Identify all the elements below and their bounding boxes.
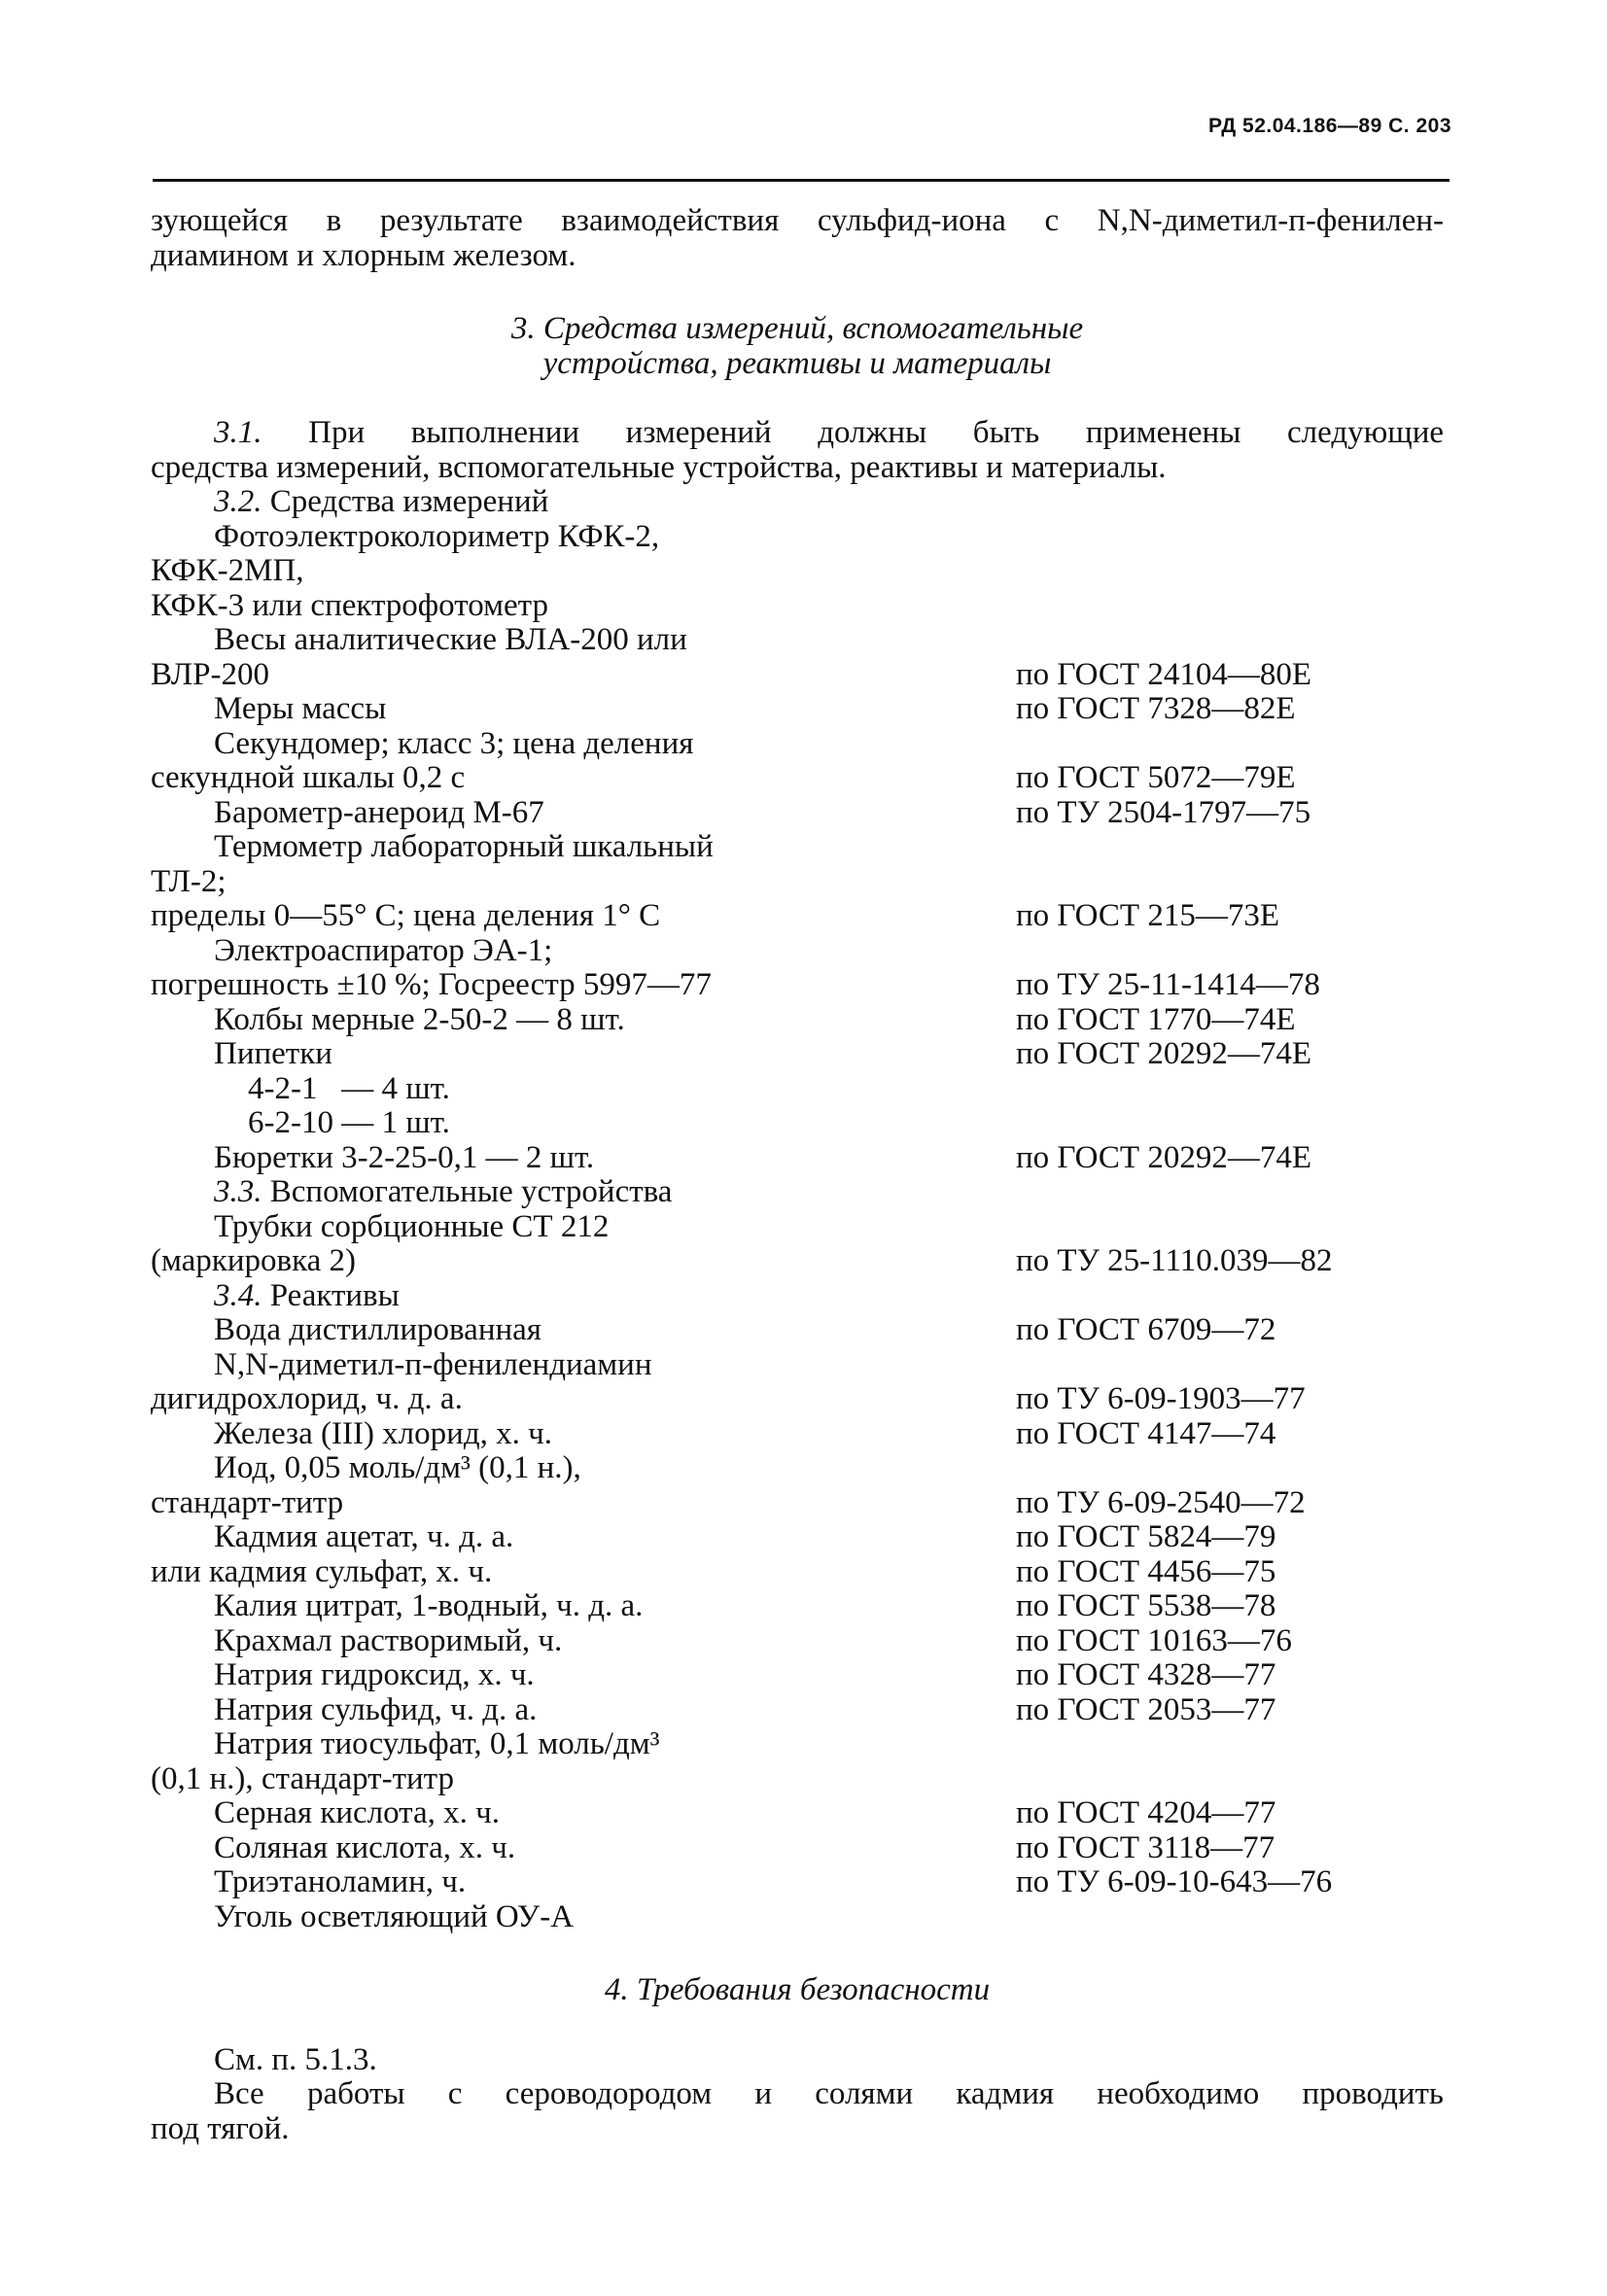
equipment-row — [151, 1072, 1444, 1107]
equipment-item-name — [151, 1658, 1016, 1693]
clause-number: 3.4. — [214, 1277, 262, 1313]
section-4-paragraph-line-2: под тягой. — [151, 2110, 290, 2146]
item-text: Электроаспиратор ЭА-1; — [214, 932, 553, 968]
equipment-item-name — [151, 1520, 1016, 1555]
standard-reference — [1016, 554, 1444, 589]
clause-number: 3.3. — [214, 1174, 262, 1209]
item-text: Триэтаноламин, ч. — [214, 1864, 467, 1899]
equipment-row — [151, 1244, 1444, 1279]
equipment-item-name — [151, 1796, 1016, 1831]
paragraph-3-1-line-1 — [151, 416, 1444, 451]
equipment-item-name — [151, 1486, 1016, 1521]
standard-reference — [1016, 485, 1444, 520]
equipment-item-name — [151, 1417, 1016, 1452]
equipment-item-name — [151, 1831, 1016, 1866]
equipment-row — [151, 554, 1444, 589]
item-text: погрешность ±10 %; Госреестр 5997—77 — [151, 967, 712, 1002]
equipment-row — [151, 658, 1444, 693]
standard-reference: по ТУ 6-09-10-643—76 — [1016, 1864, 1333, 1899]
standard-reference: по ГОСТ 4456—75 — [1016, 1553, 1276, 1589]
item-text: Барометр-анероид М-67 — [214, 794, 544, 830]
equipment-item-name — [151, 1072, 1016, 1107]
equipment-row — [151, 1589, 1444, 1624]
equipment-row — [151, 589, 1444, 624]
equipment-row — [151, 1037, 1444, 1072]
equipment-item-name — [151, 968, 1016, 1003]
standard-reference — [1016, 1451, 1444, 1486]
equipment-item-name — [151, 589, 1016, 624]
item-text: Железа (III) хлорид, х. ч. — [214, 1415, 552, 1451]
standard-reference: по ГОСТ 4204—77 — [1016, 1795, 1276, 1830]
equipment-row — [151, 761, 1444, 796]
equipment-item-name — [151, 1003, 1016, 1038]
standard-reference — [1016, 1348, 1444, 1383]
section-4-paragraph-line-1: Все работы с сероводородом и солями кадмия необходимо проводить — [214, 2076, 1444, 2111]
standard-reference: по ТУ 6-09-2540—72 — [1016, 1484, 1306, 1520]
intro-line-1: зующейся в результате взаимодействия сульфид-иона с N,N-диметил-п-фенилен- — [151, 203, 1444, 238]
standard-reference — [1016, 1072, 1444, 1107]
equipment-row — [151, 1382, 1444, 1417]
item-text: (маркировка 2) — [151, 1243, 356, 1278]
item-text: Соляная кислота, х. ч. — [214, 1829, 516, 1865]
standard-reference — [1016, 865, 1444, 900]
standard-reference: по ГОСТ 20292—74Е — [1016, 1036, 1311, 1071]
item-text: Вспомогательные устройства — [269, 1174, 673, 1209]
standard-reference — [1016, 1279, 1444, 1314]
equipment-item-name — [151, 692, 1016, 727]
equipment-row — [151, 1279, 1444, 1314]
intro-line-2: диамином и хлорным железом. — [151, 237, 576, 273]
standard-reference: по ГОСТ 5824—79 — [1016, 1519, 1276, 1554]
standard-reference: по ГОСТ 4147—74 — [1016, 1415, 1276, 1451]
header-rule — [153, 179, 1450, 182]
equipment-item-name — [151, 1451, 1016, 1486]
equipment-row — [151, 1831, 1444, 1866]
paragraph-3-1-number: 3.1. — [214, 415, 262, 450]
standard-reference: по ГОСТ 2053—77 — [1016, 1691, 1276, 1727]
equipment-row — [151, 692, 1444, 727]
standard-reference: по ГОСТ 3118—77 — [1016, 1829, 1275, 1865]
page-body — [151, 204, 1444, 2146]
equipment-item-name — [151, 554, 1016, 589]
equipment-row — [151, 1106, 1444, 1141]
standard-reference: по ТУ 2504-1797—75 — [1016, 794, 1311, 830]
item-text: 6-2-10 — 1 шт. — [248, 1105, 450, 1140]
equipment-row — [151, 865, 1444, 900]
equipment-item-name — [151, 1348, 1016, 1383]
paragraph-3-1-text: При выполнении измерений должны быть применены следующие — [308, 415, 1445, 450]
standard-reference — [1016, 1106, 1444, 1141]
item-text: пределы 0—55° С; цена деления 1° С — [151, 898, 661, 933]
equipment-item-name — [151, 796, 1016, 831]
standard-reference: по ГОСТ 24104—80Е — [1016, 656, 1311, 692]
equipment-item-name — [151, 865, 1016, 900]
item-text: Колбы мерные 2-50-2 — 8 шт. — [214, 1001, 625, 1037]
item-text: Фотоэлектроколориметр КФК-2, — [214, 518, 660, 554]
item-text: Вода дистиллированная — [214, 1312, 541, 1347]
equipment-row — [151, 1555, 1444, 1590]
equipment-row — [151, 623, 1444, 658]
standard-reference — [1016, 934, 1444, 969]
equipment-row — [151, 1141, 1444, 1176]
equipment-item-name — [151, 1382, 1016, 1417]
item-text: дигидрохлорид, ч. д. а. — [151, 1381, 463, 1416]
standard-reference: по ГОСТ 215—73Е — [1016, 898, 1279, 933]
standard-reference: по ГОСТ 1770—74Е — [1016, 1001, 1296, 1037]
item-text: стандарт-титр — [151, 1484, 344, 1520]
equipment-item-name — [151, 1141, 1016, 1176]
item-text: 4-2-1 — 4 шт. — [248, 1070, 450, 1106]
equipment-row — [151, 520, 1444, 555]
equipment-item-name — [151, 1313, 1016, 1348]
standard-reference — [1016, 520, 1444, 555]
item-text: КФК-3 или спектрофотометр — [151, 587, 548, 623]
item-text: Натрия тиосульфат, 0,1 моль/дм³ — [214, 1726, 660, 1761]
item-text: КФК-2МП, — [151, 553, 304, 588]
equipment-row — [151, 1175, 1444, 1210]
equipment-row — [151, 1693, 1444, 1728]
equipment-item-name — [151, 1037, 1016, 1072]
item-text: N,N-диметил-п-фенилендиамин — [214, 1346, 652, 1382]
equipment-row — [151, 1624, 1444, 1659]
standard-reference: по ГОСТ 4328—77 — [1016, 1657, 1276, 1692]
equipment-item-name — [151, 761, 1016, 796]
equipment-item-name — [151, 727, 1016, 762]
item-text: ВЛР-200 — [151, 656, 269, 692]
equipment-list — [151, 485, 1444, 1934]
item-text: Трубки сорбционные СТ 212 — [214, 1208, 610, 1244]
equipment-row — [151, 1003, 1444, 1038]
section-4-title: 4. Требования безопасности — [604, 1972, 991, 2007]
equipment-item-name — [151, 934, 1016, 969]
equipment-item-name — [151, 1693, 1016, 1728]
section-3-title-line-2: устройства, реактивы и материалы — [542, 345, 1052, 381]
equipment-item-name — [151, 485, 1016, 520]
equipment-item-name — [151, 1244, 1016, 1279]
item-text: Секундомер; класс 3; цена деления — [214, 725, 694, 761]
equipment-item-name — [151, 1555, 1016, 1590]
equipment-item-name — [151, 830, 1016, 865]
item-text: Натрия сульфид, ч. д. а. — [214, 1691, 538, 1727]
equipment-row — [151, 1796, 1444, 1831]
item-text: Меры массы — [214, 691, 387, 726]
standard-reference: по ТУ 6-09-1903—77 — [1016, 1381, 1306, 1416]
clause-number: 3.2. — [214, 484, 262, 519]
item-text: ТЛ-2; — [151, 863, 227, 899]
item-text: Натрия гидроксид, х. ч. — [214, 1657, 535, 1692]
equipment-row — [151, 1417, 1444, 1452]
equipment-row — [151, 899, 1444, 934]
item-text: Кадмия ацетат, ч. д. а. — [214, 1519, 514, 1554]
equipment-item-name — [151, 520, 1016, 555]
standard-reference: по ГОСТ 5072—79Е — [1016, 760, 1296, 795]
paragraph-3-1-line-2: средства измерений, вспомогательные устройства, реактивы и материалы. — [151, 449, 1167, 485]
item-text: Крахмал растворимый, ч. — [214, 1622, 563, 1658]
equipment-item-name — [151, 1624, 1016, 1659]
standard-reference — [1016, 1900, 1444, 1935]
equipment-item-name — [151, 1589, 1016, 1624]
equipment-row — [151, 1451, 1444, 1486]
item-text: Иод, 0,05 моль/дм³ (0,1 н.), — [214, 1450, 581, 1485]
equipment-row — [151, 1520, 1444, 1555]
equipment-row — [151, 934, 1444, 969]
section-4-reference: См. п. 5.1.3. — [214, 2041, 377, 2077]
item-text: Калия цитрат, 1-водный, ч. д. а. — [214, 1588, 644, 1623]
equipment-item-name — [151, 658, 1016, 693]
equipment-row — [151, 1486, 1444, 1521]
equipment-row — [151, 830, 1444, 865]
equipment-row — [151, 1727, 1444, 1762]
item-text: Бюретки 3-2-25-0,1 — 2 шт. — [214, 1139, 595, 1175]
equipment-item-name — [151, 1279, 1016, 1314]
standard-reference: по ГОСТ 10163—76 — [1016, 1622, 1292, 1658]
equipment-item-name — [151, 1106, 1016, 1141]
equipment-row — [151, 1865, 1444, 1900]
equipment-item-name — [151, 1727, 1016, 1762]
equipment-list-body — [151, 485, 1444, 1934]
item-text: или кадмия сульфат, х. ч. — [151, 1553, 493, 1589]
standard-reference — [1016, 1727, 1444, 1762]
standard-reference — [1016, 623, 1444, 658]
equipment-row — [151, 1348, 1444, 1383]
equipment-item-name — [151, 899, 1016, 934]
equipment-row — [151, 1658, 1444, 1693]
section-3-title-line-1: 3. Средства измерений, вспомогательные — [510, 311, 1084, 346]
item-text: Термометр лабораторный шкальный — [214, 829, 714, 864]
equipment-row — [151, 1900, 1444, 1935]
standard-reference — [1016, 1175, 1444, 1210]
standard-reference: по ГОСТ 7328—82Е — [1016, 691, 1296, 726]
standard-reference — [1016, 830, 1444, 865]
standard-reference — [1016, 1762, 1444, 1797]
standard-reference: по ГОСТ 5538—78 — [1016, 1588, 1276, 1623]
equipment-row — [151, 1210, 1444, 1245]
equipment-item-name — [151, 1175, 1016, 1210]
standard-reference — [1016, 589, 1444, 624]
item-text: Средства измерений — [269, 484, 549, 519]
item-text: Весы аналитические ВЛА-200 или — [214, 622, 687, 657]
standard-reference: по ТУ 25-11-1414—78 — [1016, 967, 1320, 1002]
standard-reference — [1016, 727, 1444, 762]
equipment-item-name — [151, 1762, 1016, 1797]
equipment-item-name — [151, 1900, 1016, 1935]
equipment-row — [151, 968, 1444, 1003]
equipment-row — [151, 485, 1444, 520]
item-text: Пипетки — [214, 1036, 332, 1071]
item-text: (0,1 н.), стандарт-титр — [151, 1760, 454, 1796]
item-text: секундной шкалы 0,2 с — [151, 760, 466, 795]
equipment-row — [151, 796, 1444, 831]
standard-reference: по ТУ 25-1110.039—82 — [1016, 1243, 1333, 1278]
item-text: Серная кислота, х. ч. — [214, 1795, 500, 1830]
standard-reference: по ГОСТ 6709—72 — [1016, 1312, 1276, 1347]
standard-reference: по ГОСТ 20292—74Е — [1016, 1139, 1311, 1175]
equipment-row — [151, 1762, 1444, 1797]
standard-reference — [1016, 1210, 1444, 1245]
equipment-item-name — [151, 623, 1016, 658]
equipment-row — [151, 727, 1444, 762]
equipment-row — [151, 1313, 1444, 1348]
running-head: РД 52.04.186—89 С. 203 — [1208, 115, 1451, 137]
item-text: Уголь осветляющий ОУ-А — [214, 1898, 575, 1934]
equipment-item-name — [151, 1865, 1016, 1900]
equipment-item-name — [151, 1210, 1016, 1245]
item-text: Реактивы — [269, 1277, 400, 1313]
